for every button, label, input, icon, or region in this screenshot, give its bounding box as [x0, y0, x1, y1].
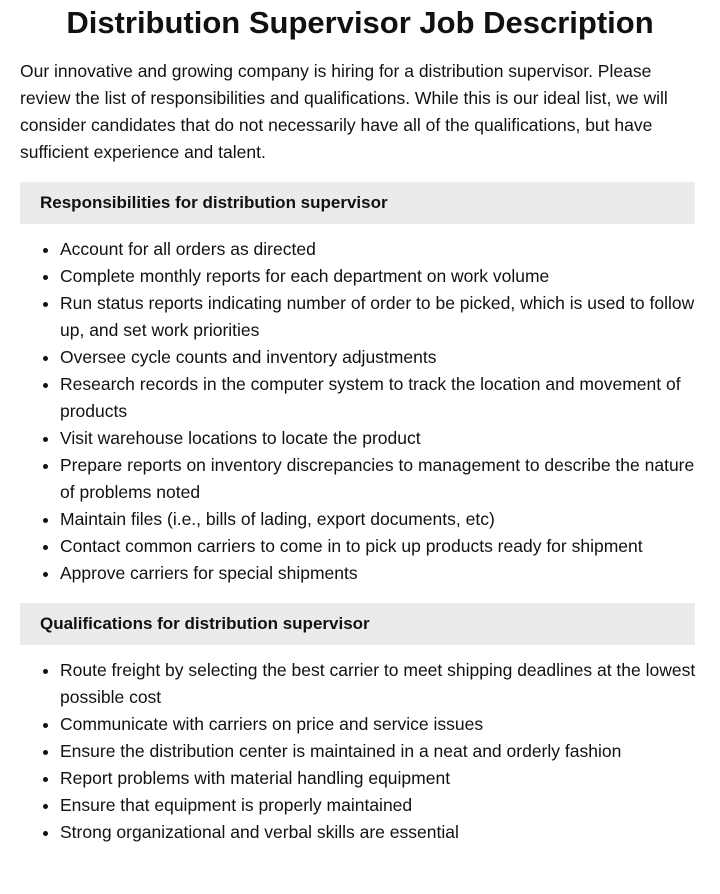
list-item: • Research records in the computer system to track the location and movement of products	[60, 371, 700, 425]
list-item: • Report problems with material handling equipment	[60, 765, 700, 792]
list-item: • Ensure that equipment is properly maintained	[60, 792, 700, 819]
list-item: • Strong organizational and verbal skills are essential	[60, 819, 700, 846]
list-item: • Visit warehouse locations to locate the product	[60, 425, 700, 452]
list-item: • Maintain files (i.e., bills of lading, export documents, etc)	[60, 506, 700, 533]
list-item: • Account for all orders as directed	[60, 236, 700, 263]
list-item: • Communicate with carriers on price and service issues	[60, 711, 700, 738]
list-item: • Route freight by selecting the best carrier to meet shipping deadlines at the lowest possible cost	[60, 657, 700, 711]
responsibilities-list	[20, 236, 700, 587]
list-item: • Oversee cycle counts and inventory adjustments	[60, 344, 700, 371]
intro-paragraph: Our innovative and growing company is hiring for a distribution supervisor. Please review the list of responsibilities and qualifications. While this is our ideal list, we will consider candidates that do not necessarily have all of the qualifications, but have sufficient experience and talent.	[20, 61, 668, 162]
page-title: Distribution Supervisor Job Description	[66, 5, 654, 40]
list-item: • Prepare reports on inventory discrepancies to management to describe the nature of problems noted	[60, 452, 700, 506]
responsibilities-heading: Responsibilities for distribution supervisor	[20, 182, 695, 224]
list-item: • Run status reports indicating number of order to be picked, which is used to follow up, and set work priorities	[60, 290, 700, 344]
list-item: • Ensure the distribution center is maintained in a neat and orderly fashion	[60, 738, 700, 765]
qualifications-heading: Qualifications for distribution supervisor	[20, 603, 695, 645]
qualifications-list	[20, 657, 700, 846]
list-item: • Approve carriers for special shipments	[60, 560, 700, 587]
list-item: • Complete monthly reports for each department on work volume	[60, 263, 700, 290]
list-item: • Contact common carriers to come in to pick up products ready for shipment	[60, 533, 700, 560]
